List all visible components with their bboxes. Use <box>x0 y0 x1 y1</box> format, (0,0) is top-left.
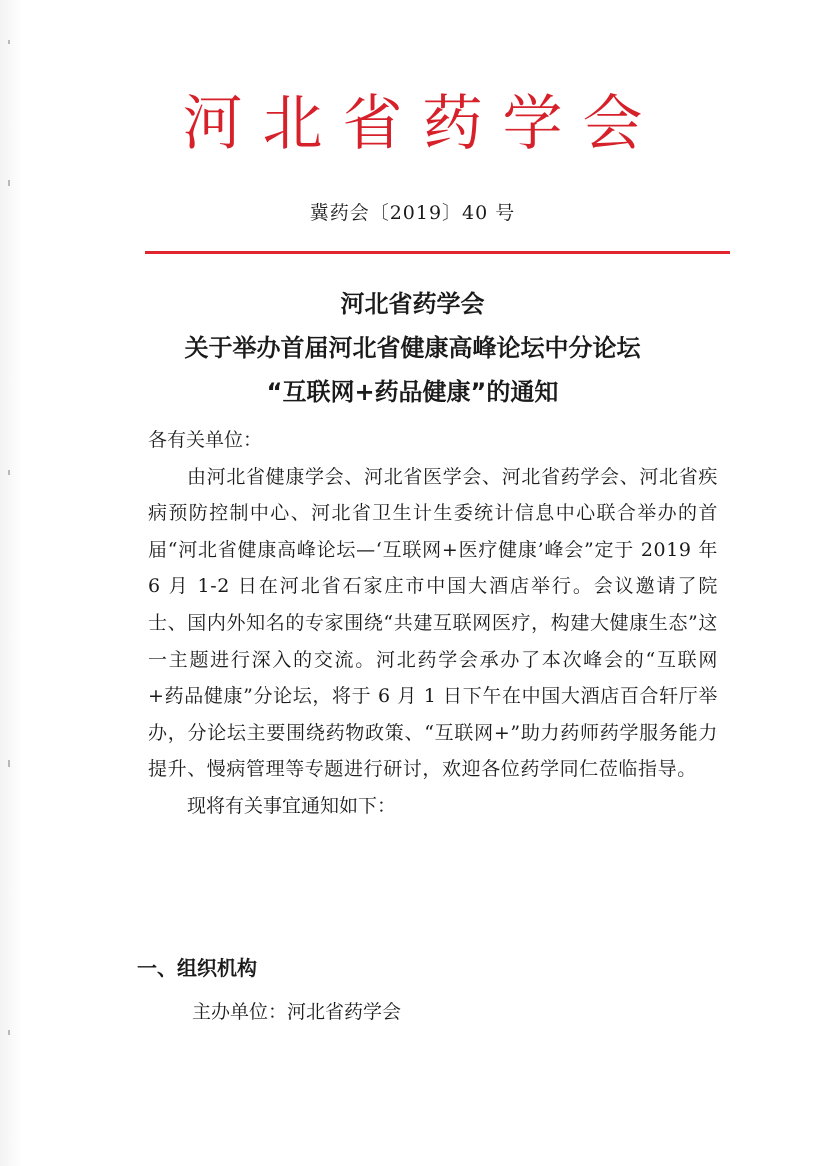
notice-title-line1: 河北省药学会 <box>340 290 485 318</box>
scan-speck <box>8 760 10 767</box>
notice-title-line3: “互联网+药品健康”的通知 <box>266 378 559 406</box>
salutation: 各有关单位： <box>148 429 263 451</box>
host-unit-line: 主办单位：河北省药学会 <box>192 1001 402 1023</box>
letterhead-divider <box>145 251 730 254</box>
scan-speck <box>8 470 10 475</box>
scan-edge-shadow <box>0 0 22 1166</box>
notice-title <box>0 282 825 414</box>
notice-body <box>148 422 718 825</box>
paragraph-transition: 现将有关事宜通知如下： <box>187 794 397 817</box>
scan-speck <box>8 180 10 186</box>
document-number: 冀药会〔2019〕40 号 <box>309 202 516 224</box>
paragraph-intro: 由河北省健康学会、河北省医学会、河北省药学会、河北省疾病预防控制中心、河北省卫生计生委统计信息中心联合举办的首届“河北省健康高峰论坛—‘互联网+医疗健康’峰会”定于 2019 年 6 月 1-2 日在河北省石家庄市中国大酒店举行。会议邀请了院士、国内外知名的专家围绕“共建互联网医疗，构建大健康生态”这一主题进行深入的交流。河北药学会承办了本次峰会的“互联网+药品健康”分论坛，将于 6 月 1 日下午在中国大酒店百合轩厅举办，分论坛主要围绕药物政策、“互联网+”助力药师药学服务能力提升、慢病管理等专题进行研讨，欢迎各位药学同仁莅临指导。 <box>148 465 718 781</box>
scan-speck <box>8 1030 10 1035</box>
notice-title-line2: 关于举办首届河北省健康高峰论坛中分论坛 <box>184 334 641 362</box>
scan-speck <box>8 40 10 44</box>
letterhead-title: 河北省药学会 <box>182 89 663 159</box>
section-heading-organization: 一、组织机构 <box>137 956 257 980</box>
